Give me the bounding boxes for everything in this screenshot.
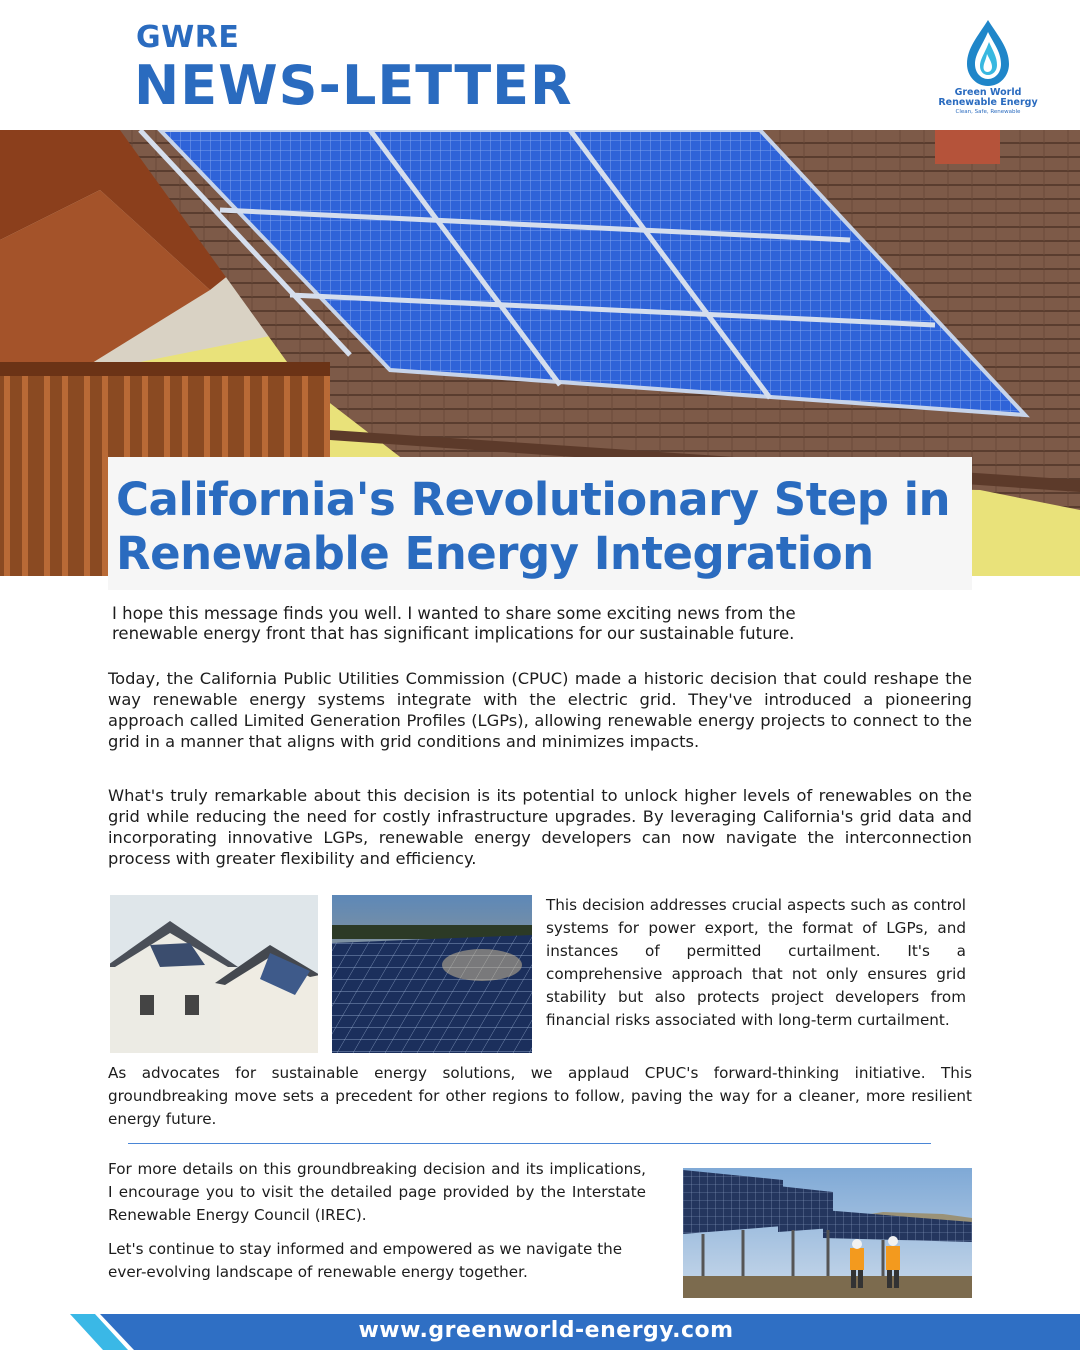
body-paragraph-1: Today, the California Public Utilities Commission (CPUC) made a historic decision that could reshape the way renewable energy systems integrate with the electric grid. They've introduced a pioneering approach called Limited Generation Profiles (LGPs), allowing renewable energy projects to connect to the grid in a manner that aligns with grid conditions and minimizes impacts. xyxy=(108,669,972,751)
article-headline-line1: California's Revolutionary Step in xyxy=(116,473,951,526)
body-paragraph-2: What's truly remarkable about this decision is its potential to unlock higher levels of renewables on the grid while reducing the need for costly infrastructure upgrades. By leveraging California's grid data and incorporating innovative LGPs, renewable energy developers can now navigate the interconnection process with greater flexibility and efficiency. xyxy=(108,786,972,868)
body-paragraph-6: Let's continue to stay informed and empowered as we navigate the ever-evolving landscape of renewable energy together. xyxy=(108,1240,623,1281)
website-link[interactable]: www.greenworld-energy.com xyxy=(358,1318,734,1343)
headline-box xyxy=(108,457,972,590)
house-solar-roof-image xyxy=(110,895,318,1053)
section-divider xyxy=(128,1143,931,1144)
logo-name-line1: Green World xyxy=(954,87,1022,98)
body-paragraph-3: This decision addresses crucial aspects such as control systems for power export, the format of LGPs, and instances of permitted curtailment. It's a comprehensive approach that not only ensures grid stability but also protects project developers from financial risks associated with long-term curtailment. xyxy=(546,896,966,1029)
solar-farm-workers-image xyxy=(683,1168,972,1298)
newsletter-kicker: GWRE xyxy=(136,20,240,55)
body-paragraph-4: As advocates for sustainable energy solutions, we applaud CPUC's forward-thinking initiative. This groundbreaking move sets a precedent for other regions to follow, paving the way for a cleaner, more resilient energy future. xyxy=(108,1064,972,1128)
footer-bar xyxy=(0,1314,1080,1350)
logo-tagline: Clean, Safe, Renewable xyxy=(955,109,1021,115)
logo-name-line2: Renewable Energy xyxy=(938,97,1038,108)
water-drop-flame-icon xyxy=(963,18,1013,88)
article-headline-line2: Renewable Energy Integration xyxy=(116,527,874,580)
intro-paragraph: I hope this message finds you well. I wanted to share some exciting news from the renewable energy front that has significant implications for our sustainable future. xyxy=(112,604,796,643)
solar-panels-sunset-image xyxy=(332,895,532,1053)
body-paragraph-5: For more details on this groundbreaking decision and its implications, I encourage you to visit the detailed page provided by the Interstate Renewable Energy Council (IREC). xyxy=(108,1160,646,1224)
newsletter-title: NEWS-LETTER xyxy=(134,54,573,117)
brand-logo xyxy=(928,18,1048,122)
